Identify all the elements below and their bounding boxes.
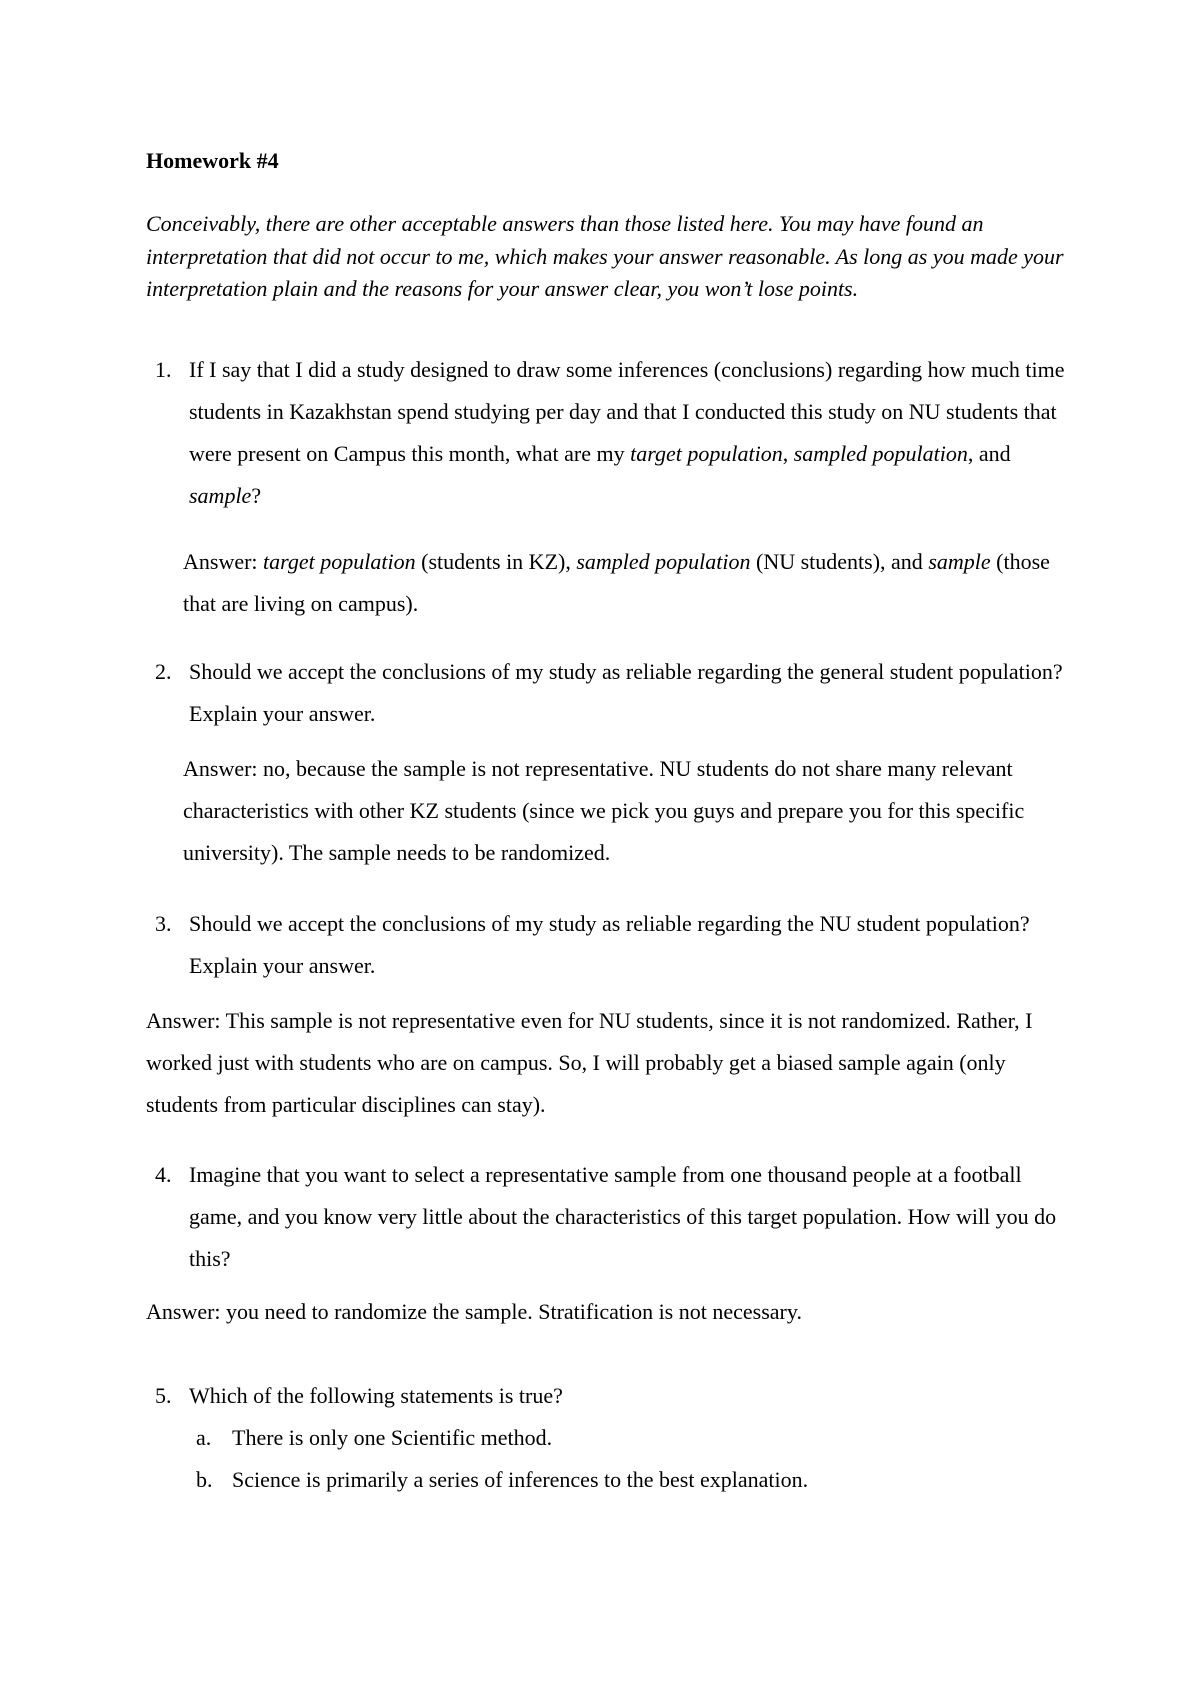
term-target-population: target population (630, 441, 783, 466)
option-text: Science is primarily a series of inferences to the best explanation. (232, 1467, 809, 1492)
option-b (196, 1459, 808, 1501)
intro-paragraph: Conceivably, there are other acceptable answers than those listed here. You may have found an interpretation that did not occur to me, which makes your answer reasonable. As long as you made your interpretation plain and the reasons for your answer clear, you won’t lose points. (146, 211, 1064, 301)
question-text: Imagine that you want to select a representative sample from one thousand people at a football game, and you know very little about the characteristics of this target population. How will you do this? (189, 1162, 1057, 1271)
question-5 (155, 1375, 1069, 1417)
option-letter: a. (196, 1425, 212, 1450)
question-number: 2. (155, 659, 172, 684)
answer-3: Answer: This sample is not representative even for NU students, since it is not randomized. Rather, I worked just with students who are on campus. So, I will probably get a biased sample again (only students from particular disciplines can stay). (146, 1008, 1033, 1117)
question-text: Which of the following statements is true? (189, 1383, 563, 1408)
question-text: If I say that I did a study designed to draw some inferences (conclusions) regarding how much time students in Kazakhstan spend studying per day and that I conducted this study on NU students that were present on Campus this month, what are my target population, sampled population, and sample? (189, 357, 1065, 508)
question-number: 4. (155, 1162, 172, 1187)
answer-2: Answer: no, because the sample is not representative. NU students do not share many relevant characteristics with other KZ students (since we pick you guys and prepare you for this specific university). The sample needs to be randomized. (183, 756, 1025, 865)
answer-4: Answer: you need to randomize the sample. Stratification is not necessary. (146, 1299, 802, 1324)
option-a (196, 1417, 552, 1459)
question-2 (155, 651, 1069, 735)
question-number: 3. (155, 911, 172, 936)
question-3 (155, 903, 1069, 987)
document-title: Homework #4 (146, 148, 279, 173)
question-number: 5. (155, 1383, 172, 1408)
option-text: There is only one Scientific method. (232, 1425, 553, 1450)
question-text: Should we accept the conclusions of my study as reliable regarding the NU student population? Explain your answer. (189, 911, 1030, 978)
answer-1: Answer: target population (students in KZ), sampled population (NU students), and sample (those that are living on campus). (183, 549, 1050, 616)
option-letter: b. (196, 1467, 213, 1492)
term-sample: sample (189, 483, 252, 508)
question-4 (155, 1154, 1069, 1280)
term-sampled-population: sampled population (793, 441, 968, 466)
question-text: Should we accept the conclusions of my study as reliable regarding the general student population? Explain your answer. (189, 659, 1063, 726)
question-number: 1. (155, 357, 172, 382)
question-1 (155, 349, 1069, 517)
